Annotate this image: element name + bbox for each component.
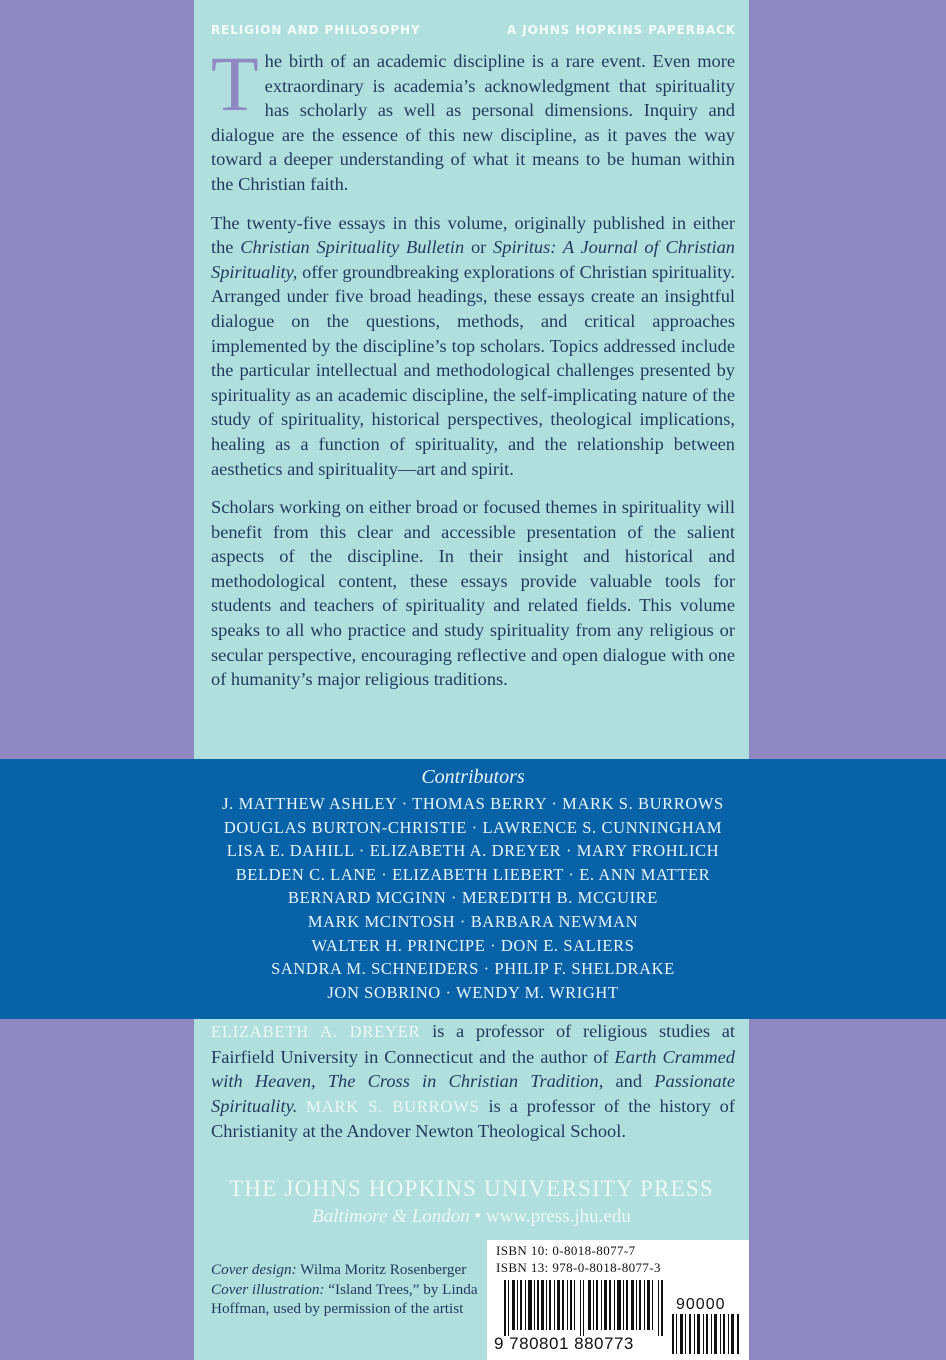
publisher-url[interactable]: www.press.jhu.edu [485,1206,631,1227]
cover-illustration-credit [211,1280,481,1319]
ean-digits: 9 780801 880773 [494,1334,634,1353]
description-paragraph-1 [211,40,735,197]
paragraph-2-text-c: offer groundbreaking explorations of Christian spirituality. Arranged under five broad headings, these essays create an insightful dialogue on the questions, methods, and critical approaches implemented by the discipline’s top scholars. Topics addressed include the particular intellectual and methodological challenges presented by spirituality as an academic discipline, the self-implicating nature of the study of spirituality, historical perspectives, theological implications, healing as a function of spirituality, and the relationship between aesthetics and spirituality—art and spirit. [211,261,735,479]
paragraph-1-text: he birth of an academic discipline is a rare event. Even more extraordinary is academia’s acknowledgment that spirituality has scholarly as well as personal dimensions. Inquiry and dialogue are the essence of this new discipline, as it paves the way toward a deeper understanding of what it means to be human within the Christian faith. [211,51,735,194]
cover-credits [211,1260,481,1319]
contributor-line: BELDEN C. LANE · ELIZABETH LIEBERT · E. ANN MATTER [235,864,711,884]
description-paragraph-2 [211,211,735,482]
drop-cap: T [211,40,259,127]
paragraph-2-text-b: or [464,237,494,258]
editors-bio [211,1019,735,1144]
addon-barcode-graphic [672,1314,742,1354]
contributors-list [0,792,946,1004]
cover-design-value: Wilma Moritz Rosenberger [296,1261,467,1278]
publisher-name: THE JOHNS HOPKINS UNIVERSITY PRESS [229,1176,714,1201]
bio-text-3 [297,1096,306,1116]
editor-name-1: ELIZABETH A. DREYER [211,1022,421,1041]
book-title-2: Passionate Spirituality. [211,1071,735,1116]
bio-text-2: and [603,1071,655,1092]
cover-header [211,23,736,37]
contributor-line: SANDRA M. SCHNEIDERS · PHILIP F. SHELDRAKE [271,959,675,979]
publisher-location-line [194,1206,749,1228]
editor-name-2: MARK S. BURROWS [306,1096,480,1116]
description [211,40,735,706]
contributors-title: Contributors [421,766,525,788]
publisher-location: Baltimore & London [312,1206,470,1227]
contributor-line: LISA E. DAHILL · ELIZABETH A. DREYER · MARY FROHLICH [226,841,720,861]
series-label: A JOHNS HOPKINS PAPERBACK [507,23,736,37]
contributor-line: WALTER H. PRINCIPE · DON E. SALIERS [311,935,635,955]
contributor-line: BERNARD MCGINN · MEREDITH B. MCGUIRE [288,888,658,908]
journal-title-1: Christian Spirituality Bulletin [240,237,465,258]
contributor-line: MARK MCINTOSH · BARBARA NEWMAN [307,911,639,931]
cover-design-credit [211,1260,481,1280]
paragraph-2-text-a: The twenty-five essays in this volume, originally published in either the [211,212,735,258]
cover-illustration-label: Cover illustration: [211,1280,325,1298]
cover-illustration-value: “Island Trees,” by Linda Hoffman, used by permission of the artist [211,1280,478,1318]
journal-title-2: Spiritus: A Journal of Christian Spirituality, [211,237,735,282]
description-paragraph-3: Scholars working on either broad or focused themes in spirituality will benefit from this clear and accessible presentation of the salient aspects of the discipline. In their insight and historical and methodological content, these essays provide valuable tools for students and teachers of spirituality and related fields. This volume speaks to all who practice and study spirituality from any religious or secular perspective, encouraging reflective and open dialogue with one of humanity’s major religious traditions. [211,497,735,690]
bullet-separator: • [469,1206,486,1227]
category-label: RELIGION AND PHILOSOPHY [211,23,421,37]
bio-text-1: is a professor of religious studies at Fairfield University in Connecticut and the author of [211,1021,735,1067]
contributor-line: DOUGLAS BURTON-CHRISTIE · LAWRENCE S. CUNNINGHAM [223,817,723,837]
cover-design-label: Cover design: [211,1261,297,1278]
contributor-line: J. MATTHEW ASHLEY · THOMAS BERRY · MARK S. BURROWS [222,794,724,813]
isbn-13: ISBN 13: 978-0-8018-8077-3 [496,1260,661,1275]
ean-barcode-graphic [504,1280,664,1336]
price-code: 90000 [676,1296,726,1313]
book-titles-1: Earth Crammed with Heaven, The Cross in Christian Tradition, [211,1046,735,1092]
contributor-line: JON SOBRINO · WENDY M. WRIGHT [327,982,619,1002]
isbn-10: ISBN 10: 0-8018-8077-7 [496,1243,636,1258]
bio-text-4: is a professor of the history of Christianity at the Andover Newton Theological School. [211,1095,735,1142]
